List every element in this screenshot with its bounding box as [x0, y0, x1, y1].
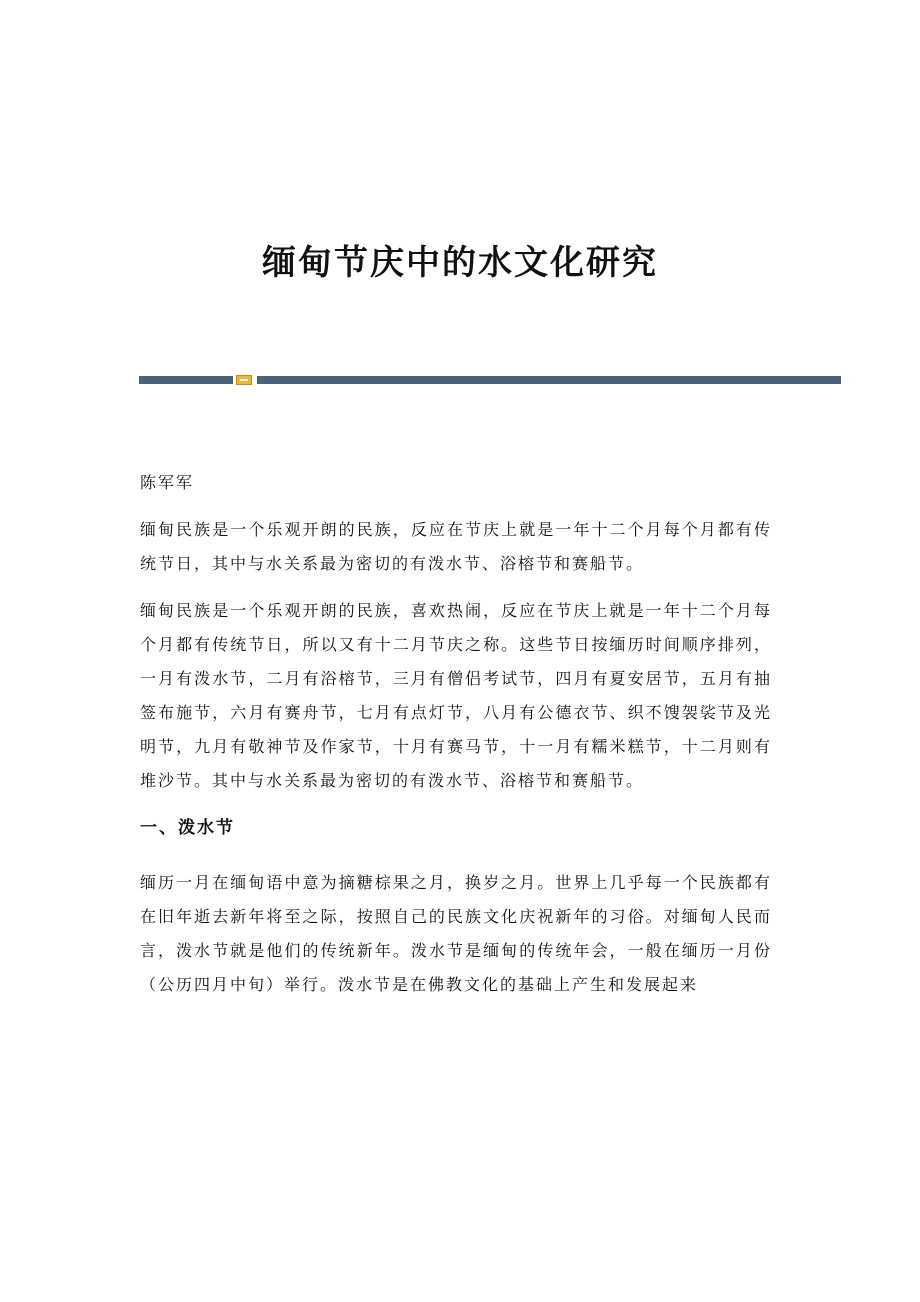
- page-title: 缅甸节庆中的水文化研究: [262, 242, 658, 283]
- abstract-paragraph: 缅甸民族是一个乐观开朗的民族，反应在节庆上就是一年十二个月每个月都有传统节日，其中与水关系最为密切的有泼水节、浴榕节和赛船节。: [140, 520, 772, 573]
- water-festival-paragraph: 缅历一月在缅甸语中意为摘糖棕果之月，换岁之月。世界上几乎每一个民族都有在旧年逝去新年将至之际，按照自己的民族文化庆祝新年的习俗。对缅甸人民而言，泼水节就是他们的传统新年。泼水节是缅甸的传统年会，一般在缅历一月份（公历四月中旬）举行。泼水节是在佛教文化的基础上产生和发展起来: [140, 873, 772, 994]
- divider-ornament-icon: [236, 375, 252, 385]
- title-divider: [139, 375, 841, 385]
- section-heading-water-festival: 一、泼水节: [140, 818, 235, 838]
- divider-right-bar: [257, 376, 841, 384]
- author: 陈军军: [140, 473, 195, 492]
- document-body: [140, 466, 772, 1015]
- divider-left-bar: [139, 376, 233, 384]
- intro-paragraph: 缅甸民族是一个乐观开朗的民族，喜欢热闹，反应在节庆上就是一年十二个月每个月都有传统节日，所以又有十二月节庆之称。这些节日按缅历时间顺序排列，一月有泼水节，二月有浴榕节，三月有僧侣考试节，四月有夏安居节，五月有抽签布施节，六月有赛舟节，七月有点灯节，八月有公德衣节、织不馊袈裟节及光明节，九月有敬神节及作家节，十月有赛马节，十一月有糯米糕节，十二月则有堆沙节。其中与水关系最为密切的有泼水节、浴榕节和赛船节。: [140, 601, 772, 790]
